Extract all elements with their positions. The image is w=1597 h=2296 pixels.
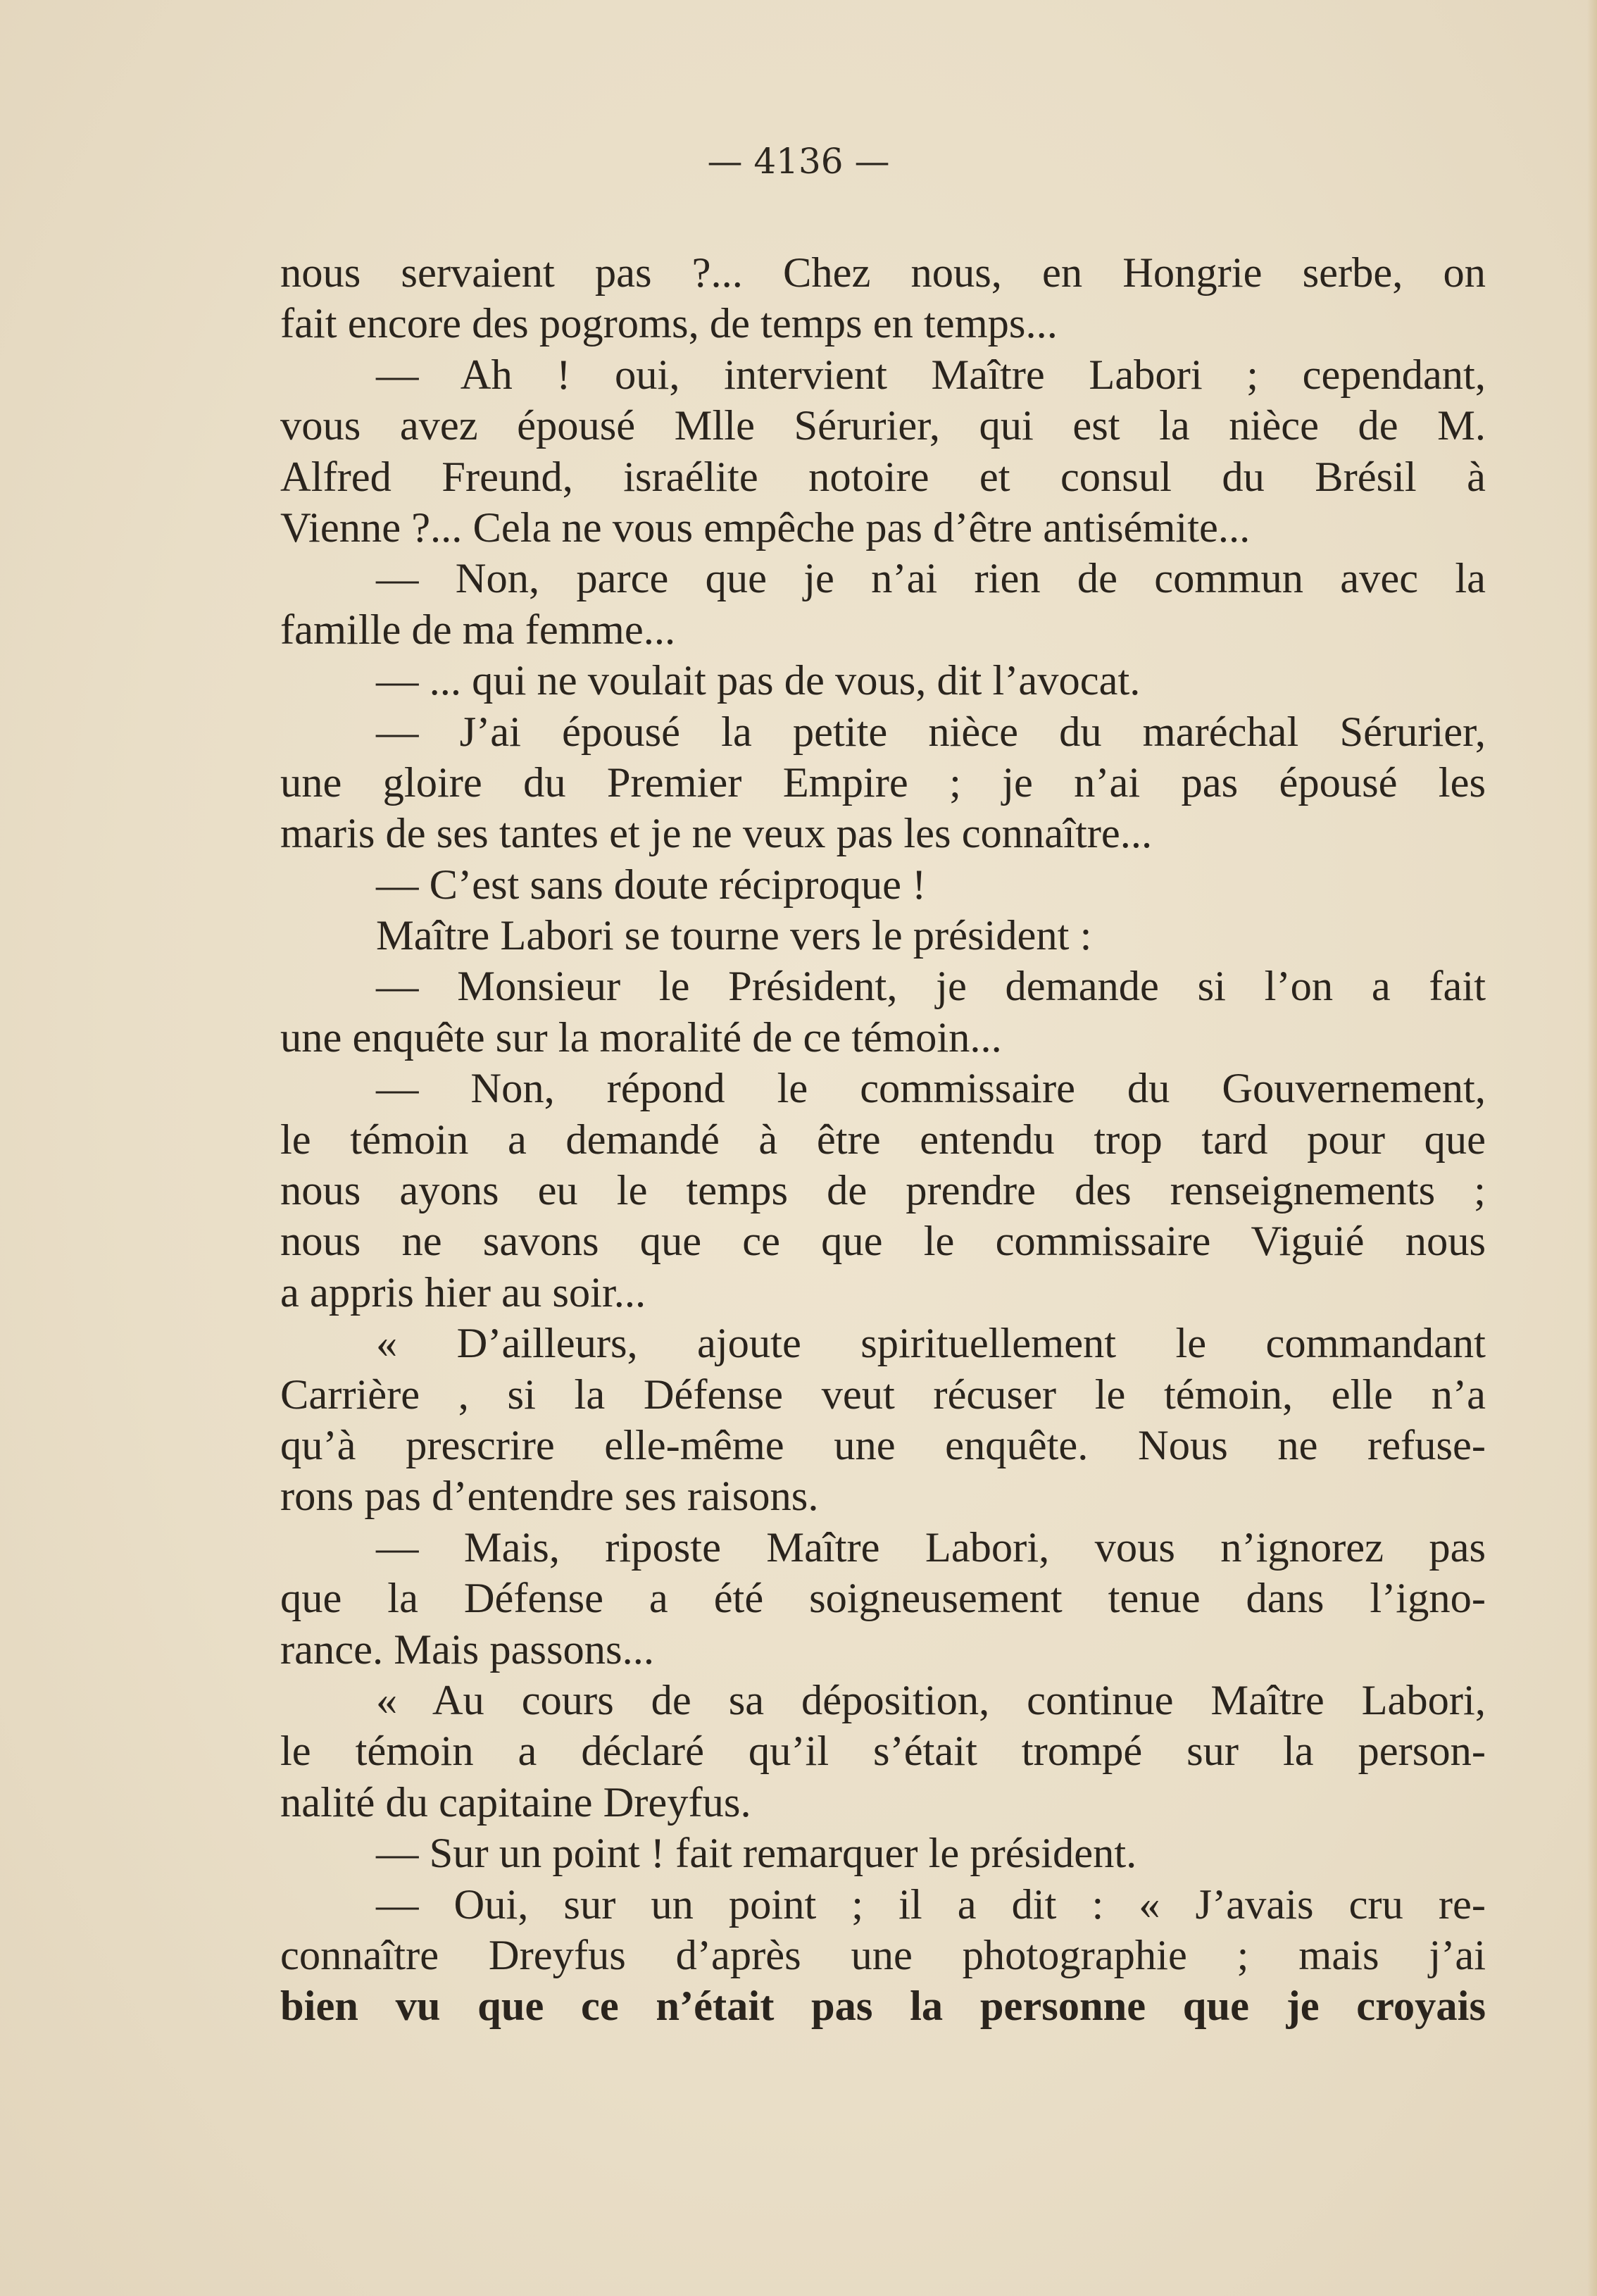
text-line: connaître Dreyfus d’après une photographie ; mais j’ai — [280, 1931, 1486, 1979]
page-number: — 4136 — — [707, 141, 890, 182]
text-line: une enquête sur la moralité de ce témoin... — [280, 1013, 1002, 1061]
text-line: — C’est sans doute réciproque ! — [376, 861, 927, 909]
text-line: — Non, répond le commissaire du Gouvernement, — [376, 1065, 1486, 1113]
text-line: « D’ailleurs, ajoute spirituellement le commandant — [376, 1320, 1486, 1368]
text-line: nous ayons eu le temps de prendre des renseignements ; — [280, 1167, 1486, 1215]
text-line: — Non, parce que je n’ai rien de commun avec la — [376, 555, 1486, 603]
text-line: — Sur un point ! fait remarquer le président. — [376, 1830, 1137, 1878]
text-line: bien vu que ce n’était pas la personne que je croyais — [280, 1983, 1486, 2030]
text-line: maris de ses tantes et je ne veux pas les connaître... — [280, 810, 1153, 858]
text-line: a appris hier au soir... — [280, 1268, 646, 1316]
text-line: famille de ma femme... — [280, 606, 676, 654]
body-text — [280, 248, 1486, 2033]
page-edge — [1587, 0, 1597, 2296]
text-line: le témoin a déclaré qu’il s’était trompé sur la person- — [280, 1728, 1486, 1776]
text-line: rance. Mais passons... — [280, 1626, 654, 1673]
text-line: rons pas d’entendre ses raisons. — [280, 1473, 819, 1521]
text-line: Vienne ?... Cela ne vous empêche pas d’être antisémite... — [280, 504, 1251, 551]
text-line: — ... qui ne voulait pas de vous, dit l’avocat. — [376, 657, 1141, 705]
text-line: — Ah ! oui, intervient Maître Labori ; cependant, — [376, 351, 1486, 399]
text-line: vous avez épousé Mlle Sérurier, qui est la nièce de M. — [280, 402, 1486, 450]
text-line: — J’ai épousé la petite nièce du maréchal Sérurier, — [376, 708, 1486, 756]
text-line: fait encore des pogroms, de temps en temps... — [280, 300, 1058, 348]
text-line: Maître Labori se tourne vers le président : — [376, 912, 1092, 960]
text-line: Alfred Freund, israélite notoire et consul du Brésil à — [280, 453, 1486, 501]
text-line: nalité du capitaine Dreyfus. — [280, 1778, 751, 1826]
text-line: Carrière , si la Défense veut récuser le témoin, elle n’a — [280, 1371, 1486, 1418]
text-line: qu’à prescrire elle-même une enquête. Nous ne refuse- — [280, 1421, 1486, 1469]
text-line: que la Défense a été soigneusement tenue dans l’igno- — [280, 1575, 1486, 1623]
text-line: une gloire du Premier Empire ; je n’ai pas épousé les — [280, 759, 1486, 806]
text-line: le témoin a demandé à être entendu trop tard pour que — [280, 1116, 1486, 1163]
text-line: — Mais, riposte Maître Labori, vous n’ignorez pas — [376, 1523, 1486, 1571]
text-line: nous ne savons que ce que le commissaire Viguié nous — [280, 1218, 1486, 1266]
text-line: « Au cours de sa déposition, continue Maître Labori, — [376, 1676, 1486, 1724]
text-line: — Monsieur le Président, je demande si l’on a fait — [376, 963, 1486, 1011]
text-line: nous servaient pas ?... Chez nous, en Hongrie serbe, on — [280, 249, 1486, 297]
text-line: — Oui, sur un point ; il a dit : « J’avais cru re- — [376, 1880, 1486, 1928]
